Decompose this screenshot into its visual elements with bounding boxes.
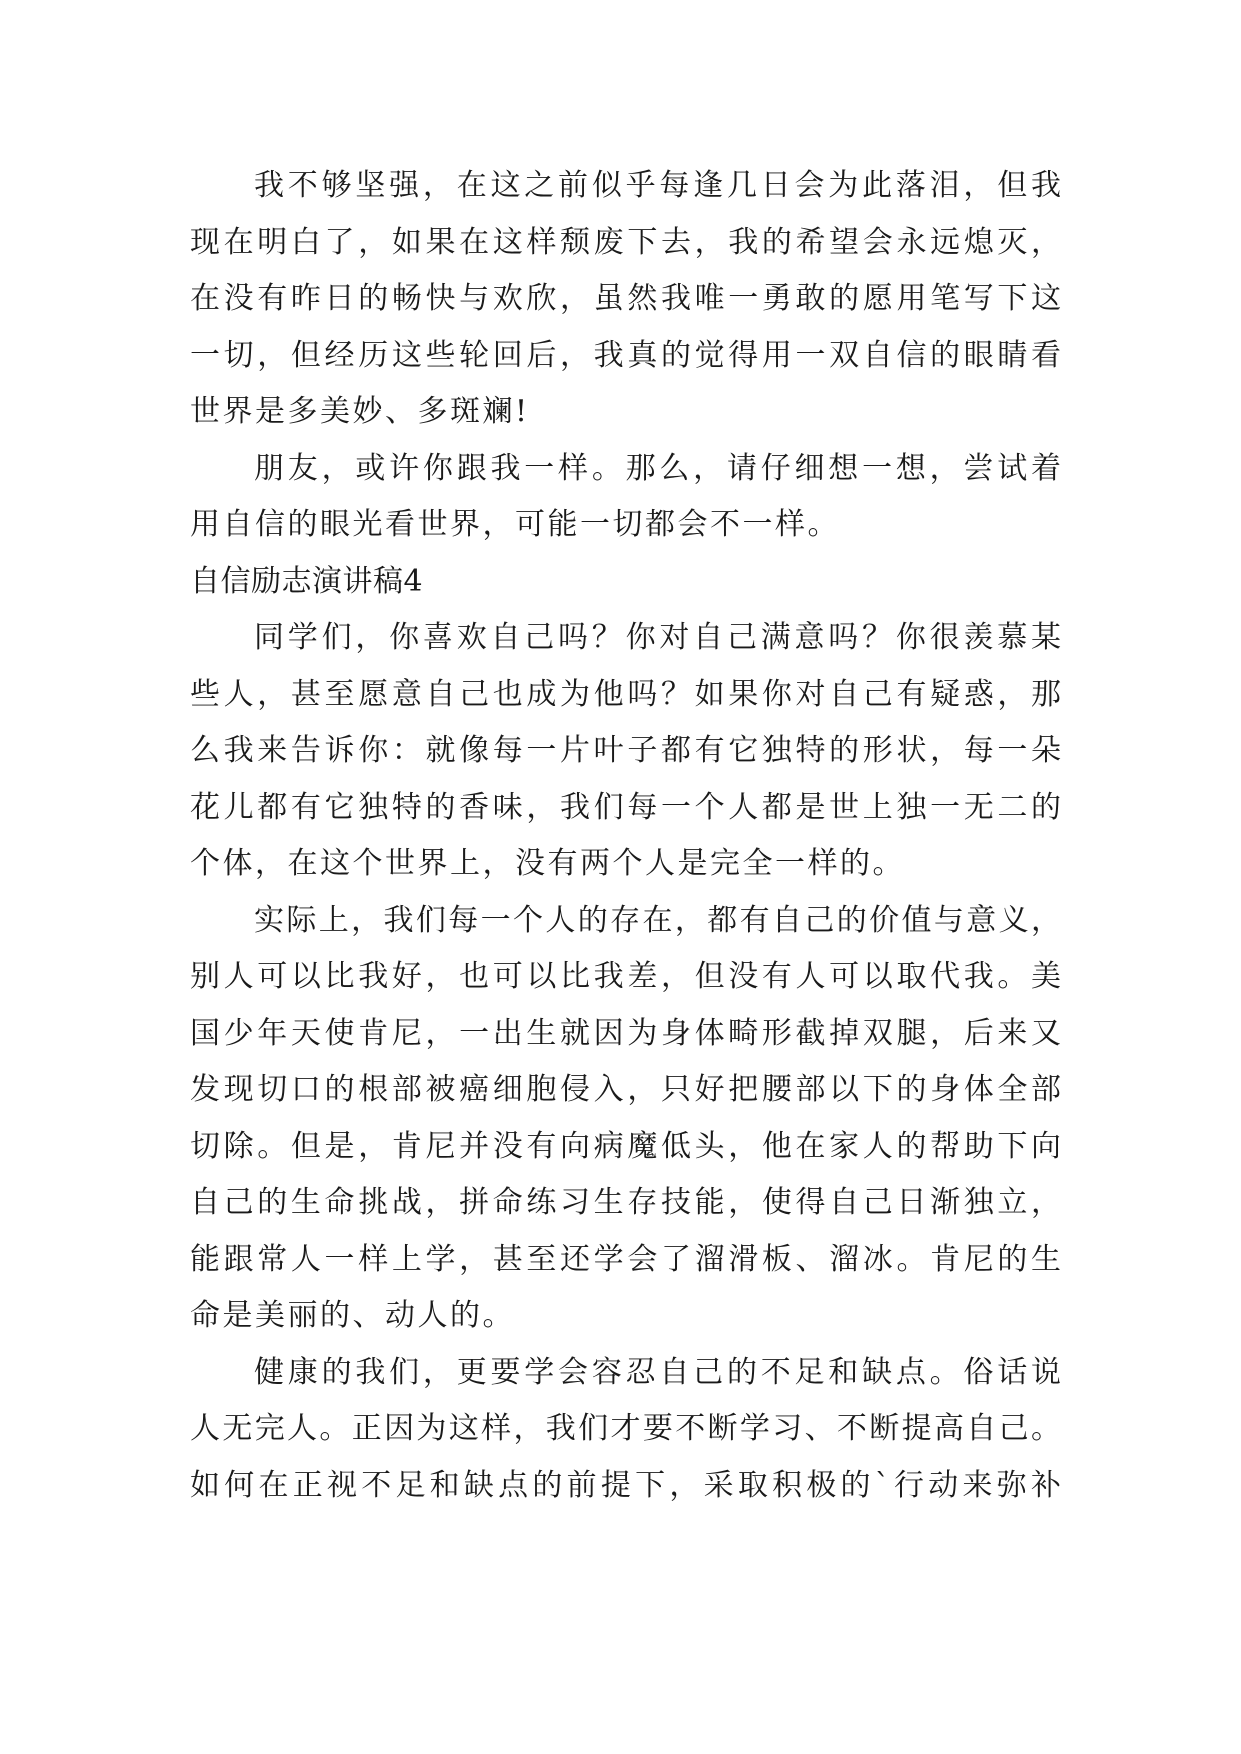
paragraph-line: 一切，但经历这些轮回后，我真的觉得用一双自信的眼睛看 [190, 337, 1062, 373]
paragraph-line: 同学们，你喜欢自己吗？你对自己满意吗？你很羡慕某 [254, 620, 1062, 655]
paragraph-line: 国少年天使肯尼，一出生就因为身体畸形截掉双腿，后来又 [190, 1015, 1062, 1051]
paragraph-line: 么我来告诉你：就像每一片叶子都有它独特的形状，每一朵 [190, 733, 1062, 768]
paragraph-line: 现在明白了，如果在这样颓废下去，我的希望会永远熄灭， [190, 224, 1062, 260]
paragraph-line: 别人可以比我好，也可以比我差，但没有人可以取代我。美 [190, 959, 1062, 994]
document-body [190, 158, 1062, 1514]
paragraph-line: 在没有昨日的畅快与欢欣，虽然我唯一勇敢的愿用笔写下这 [190, 281, 1062, 316]
section-heading: 自信励志演讲稿4 [190, 563, 424, 599]
paragraph-line: 能跟常人一样上学，甚至还学会了溜滑板、溜冰。肯尼的生 [190, 1241, 1062, 1277]
paragraph-line: 如何在正视不足和缺点的前提下，采取积极的`行动来弥补 [190, 1467, 1062, 1503]
paragraph-line: 花儿都有它独特的香味，我们每一个人都是世上独一无二的 [190, 789, 1062, 825]
paragraph-line: 健康的我们，更要学会容忍自己的不足和缺点。俗话说 [254, 1354, 1062, 1390]
paragraph-line: 朋友，或许你跟我一样。那么，请仔细想一想，尝试着 [254, 450, 1062, 486]
paragraph-line: 发现切口的根部被癌细胞侵入，只好把腰部以下的身体全部 [190, 1072, 1062, 1107]
paragraph-line: 个体，在这个世界上，没有两个人是完全一样的。 [190, 846, 905, 881]
paragraph-line: 实际上，我们每一个人的存在，都有自己的价值与意义， [254, 902, 1062, 938]
paragraph-line: 用自信的眼光看世界，可能一切都会不一样。 [190, 507, 840, 542]
paragraph-line: 世界是多美妙、多斑斓! [190, 394, 530, 429]
paragraph-line: 命是美丽的、动人的。 [190, 1298, 515, 1333]
paragraph-line: 自己的生命挑战，拼命练习生存技能，使得自己日渐独立， [190, 1185, 1062, 1220]
paragraph-line: 些人，甚至愿意自己也成为他吗？如果你对自己有疑惑，那 [190, 676, 1062, 712]
paragraph-line: 切除。但是，肯尼并没有向病魔低头，他在家人的帮助下向 [190, 1128, 1062, 1164]
paragraph-line: 我不够坚强，在这之前似乎每逢几日会为此落泪，但我 [254, 168, 1062, 203]
paragraph-line: 人无完人。正因为这样，我们才要不断学习、不断提高自己。 [190, 1411, 1062, 1446]
